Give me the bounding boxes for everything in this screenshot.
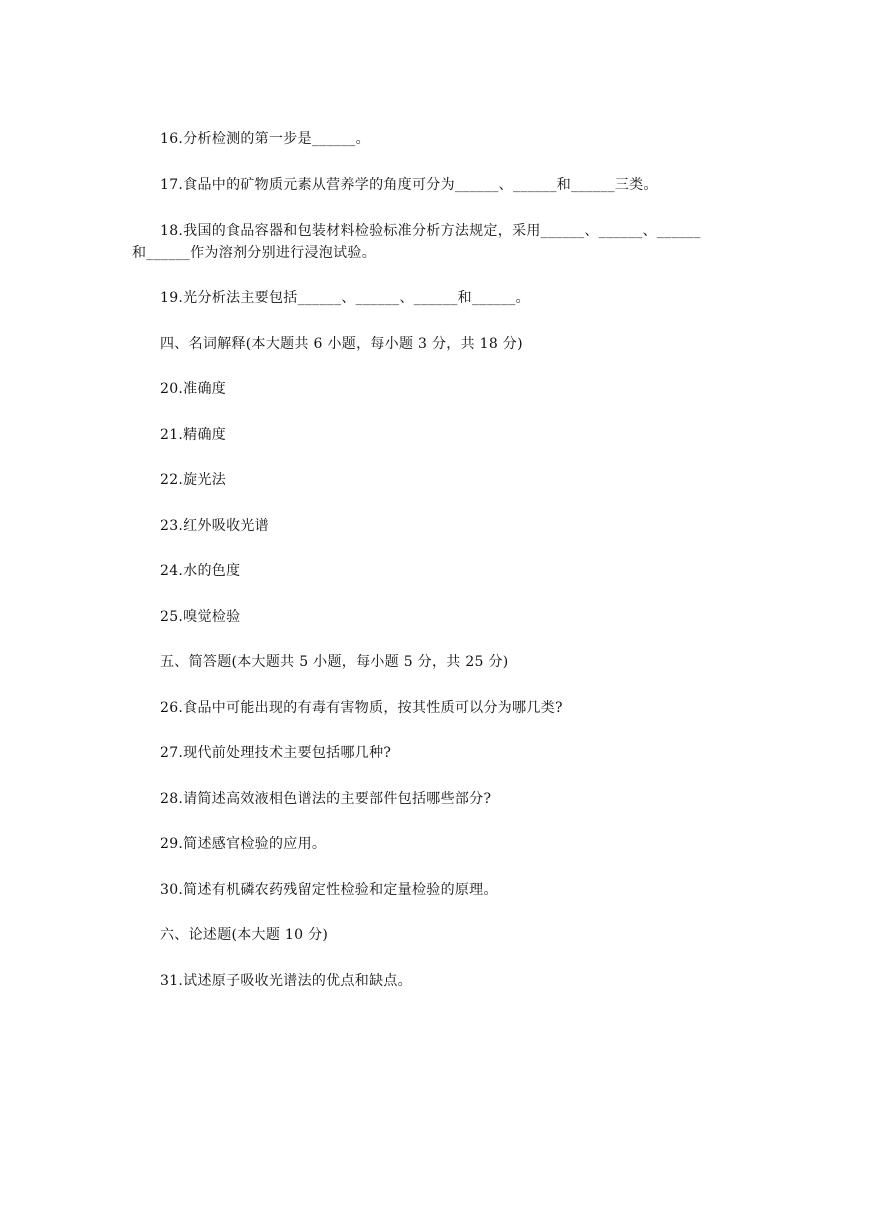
question-28: 28.请简述高效液相色谱法的主要部件包括哪些部分? (160, 791, 492, 807)
question-18-line-1: 18.我国的食品容器和包装材料检验标准分析方法规定，采用______、______、______ (160, 223, 701, 239)
question-17: 17.食品中的矿物质元素从营养学的角度可分为______、______和______三类。 (160, 177, 658, 193)
question-29: 29.简述感官检验的应用。 (160, 836, 327, 852)
question-16: 16.分析检测的第一步是______。 (160, 131, 370, 147)
question-21: 21.精确度 (160, 427, 227, 443)
question-24: 24.水的色度 (160, 563, 241, 579)
question-25: 25.嗅觉检验 (160, 609, 241, 625)
section-4-heading: 四、名词解释(本大题共 6 小题，每小题 3 分，共 18 分) (160, 336, 523, 352)
question-19: 19.光分析法主要包括______、______、______和______。 (160, 290, 530, 306)
section-6-heading: 六、论述题(本大题 10 分) (160, 927, 329, 943)
question-20: 20.准确度 (160, 381, 227, 397)
question-27: 27.现代前处理技术主要包括哪几种? (160, 745, 392, 761)
question-22: 22.旋光法 (160, 472, 227, 488)
question-30: 30.简述有机磷农药残留定性检验和定量检验的原理。 (160, 882, 498, 898)
section-5-heading: 五、简答题(本大题共 5 小题，每小题 5 分，共 25 分) (160, 654, 509, 670)
question-26: 26.食品中可能出现的有毒有害物质，按其性质可以分为哪几类? (160, 700, 563, 716)
question-23: 23.红外吸收光谱 (160, 518, 269, 534)
question-18-line-2: 和______作为溶剂分别进行浸泡试验。 (132, 245, 376, 261)
question-31: 31.试述原子吸收光谱法的优点和缺点。 (160, 973, 412, 989)
